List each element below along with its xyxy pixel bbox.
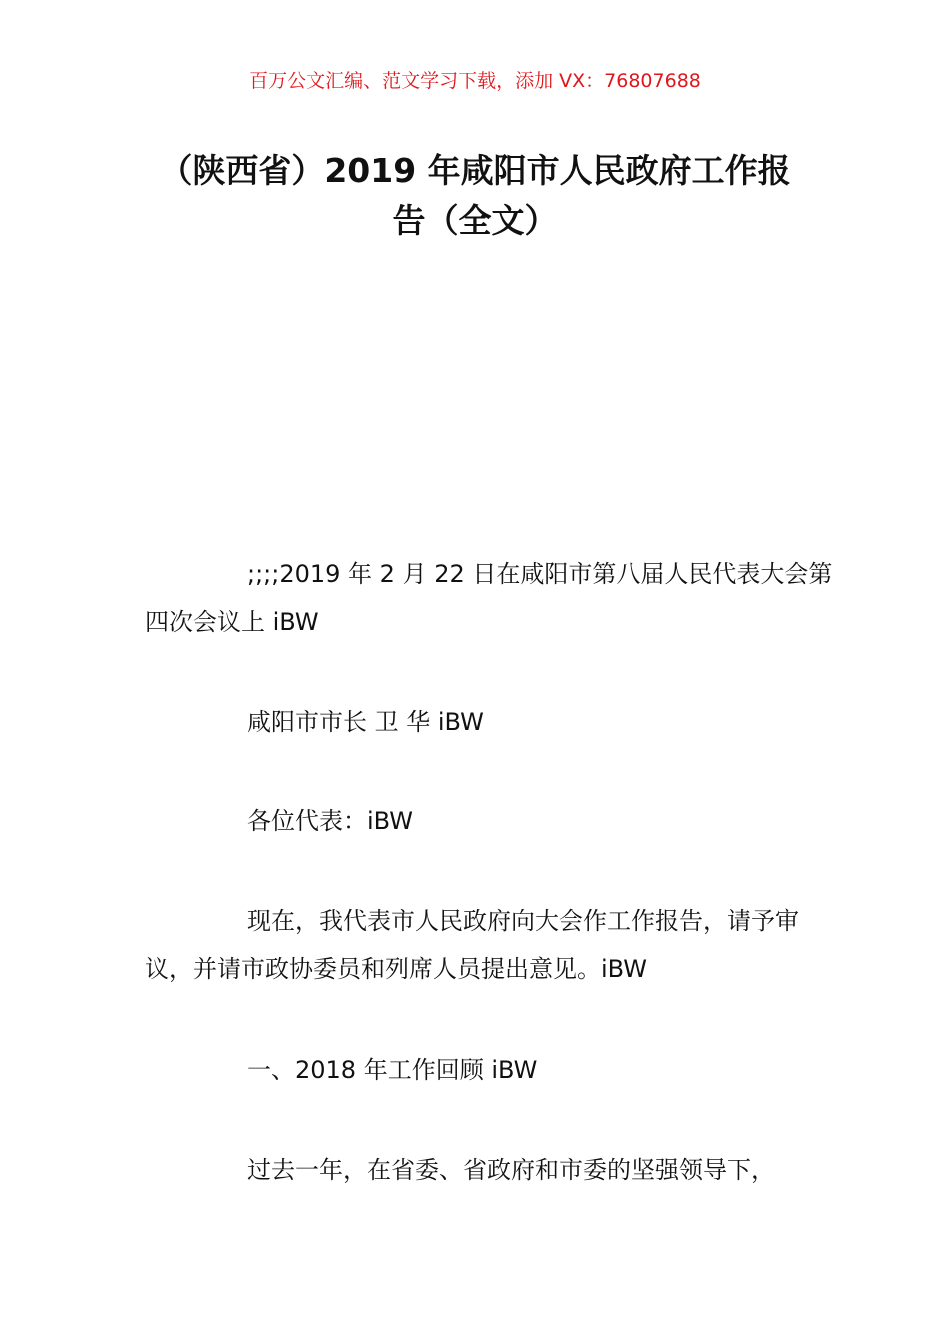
meeting-info-paragraph: ;;;;2019 年 2 月 22 日在咸阳市第八届人民代表大会第四次会议上 iBW [145, 560, 833, 636]
body-paragraph: 过去一年，在省委、省政府和市委的坚强领导下， [247, 1156, 775, 1184]
salutation-paragraph: 各位代表：iBW [247, 807, 414, 835]
document-title [110, 146, 840, 246]
intro-paragraph: 现在，我代表市人民政府向大会作工作报告，请予审议，并请市政协委员和列席人员提出意见。iBW [145, 907, 799, 983]
header-note: 百万公文汇编、范文学习下载，添加 VX：76807688 [249, 70, 701, 92]
speaker-paragraph: 咸阳市市长 卫 华 iBW [247, 708, 484, 736]
document-title-line-1: （陕西省）2019 年咸阳市人民政府工作报 [159, 151, 791, 190]
section-heading: 一、2018 年工作回顾 iBW [247, 1056, 538, 1084]
document-title-line-2: 告（全文） [392, 201, 558, 240]
